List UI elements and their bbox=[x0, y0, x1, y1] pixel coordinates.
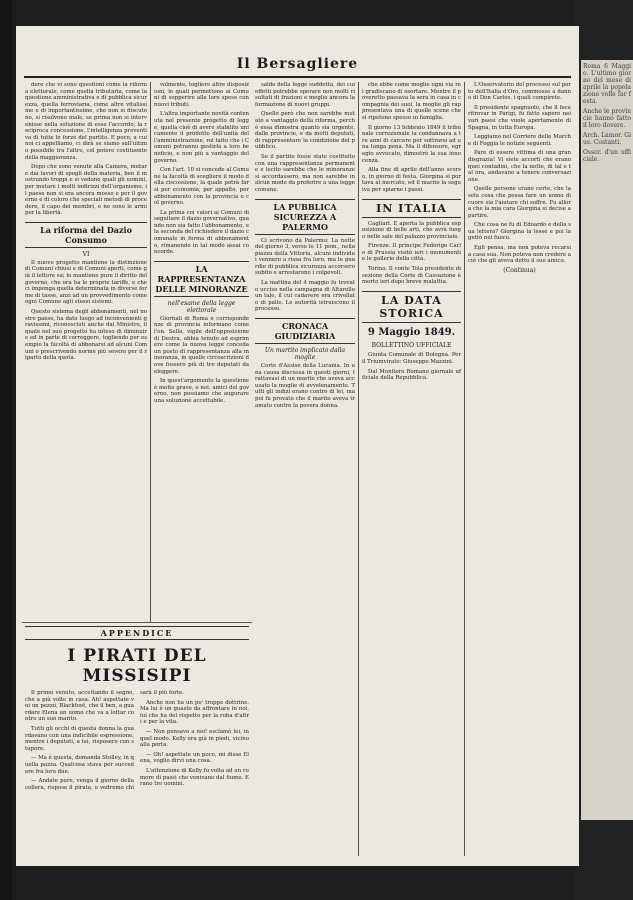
paragraph: — Oh! aspettate un poco, mi disse Elena, voglio dirvi una cosa. bbox=[140, 751, 249, 765]
paragraph: Corte d'Assise della Lucania. In una causa discussa in questi giorni, trattavasi di un marito che aveva accusato la moglie di avvelenamento. Tutti gli indizi erano contro di lei, ma poi fu provato che il marito aveva tramato contro la povera donna. bbox=[255, 363, 355, 409]
paragraph: Pare di essere vittima di una gran disgrazia! Vi siete accorti che erano quei contadini, che la notte, di tal e tal ora, andavano a tenere conversazione. bbox=[468, 150, 571, 183]
section-number: VI bbox=[82, 250, 90, 258]
column-4 bbox=[358, 82, 464, 856]
facing-paragraph: Roma 6 Maggio. L'ultimo giorno del mese di aprile la popolazione volle far festa. bbox=[583, 63, 631, 105]
paragraph: Il primo venuto, accettando il segno, che a più volte in casa. Ah! aspettate voi un pezzo, Blackfoot, che il ben, a guardare Elena un uomo che va a lottar contro un suo marito. bbox=[25, 690, 134, 723]
historical-date: 9 Maggio 1849. bbox=[367, 326, 456, 338]
continued-note: (Continua) bbox=[503, 266, 536, 274]
facing-paragraph: Anche le provincie hanno fatto il loro dovere. bbox=[583, 108, 631, 129]
paragraph: Cagliari. E aperta la pubblica esposizione di belle arti, che avrà luogo nelle sale del palazzo provinciale. bbox=[362, 220, 461, 240]
paragraph: dere che vi sono questioni come la riforma elettorale, come quella tributaria, come la questione amministrativa e di pubblica sicurezza, quella ferroviaria, come altre vitalissime e di importantissime, che non si discutono, si risolvono male, se prima non si intervenisse nella soluzione di esse l'accordo, la reciproca concessione, l'intelligenza preventiva di tutte le forze del partito. E poco, a cui noi ci appelliamo, ci dirà se siamo sull'ultimo possibile tra l'altro, col potere costituente della maggioranza. bbox=[25, 82, 147, 161]
paragraph: saldo della legge suddetta, dei cui effetti potrebbe sperare non molti risultati di frazioni e meglio ancora la formazione di nuovi gruppi. bbox=[255, 82, 355, 108]
facing-paragraph: Arch. Lamor. Gius. Costanti. bbox=[583, 132, 631, 146]
paragraph: Anche non ha un po' troppe dottrine. Ma lui è un guasto da affrontare in noi, lui che ha del rispetto per la roba d'altri e per la vita. bbox=[140, 699, 249, 726]
appendice-body bbox=[22, 690, 252, 791]
appendice-title: I PIRATI DEL MISSISIPI bbox=[67, 646, 207, 686]
paragraph: — Ma è questa, domanda Stolley, in quella pazza. Qualcosa stava per succedere fra loro due. bbox=[25, 755, 134, 775]
paragraph: L'altra importante novità contenuta nel presente progetto di legge, quella cioè di avere stabilito unicamente il prodotto dell'unità dell'amministrazione, rol fatto che i Comuni potranno gestirla a loro beneficio, e non più a vantaggio del governo. bbox=[154, 111, 249, 164]
article-heading: LA PUBBLICA SICUREZZA A PALERMO bbox=[255, 199, 355, 235]
paragraph: Leggiamo nel Corriere delle Marche di Foggia le notizie seguenti. bbox=[468, 134, 571, 147]
paragraph: Egli pensa, ma non poteva recarsi a casa sua. Non poteva non credere a ciò che gli aveva detto il suo amico. bbox=[468, 245, 571, 265]
paragraph: Il presidente spagnuolo, che il fece ritrovar in Parigi, fu fatto sapere nei vari paesi che vuole apertamente di Spagna, in tutta Europa. bbox=[468, 104, 571, 131]
paragraph: Giunta Comunale di Bologna. Per il Triumvirato: Giuseppe Mazzini. bbox=[362, 352, 461, 366]
paragraph: — Non pensavo a noi! esclamò lei, in quel modo. Kelly era già in piedi, vicino alla porta. bbox=[140, 728, 249, 749]
paragraph: Questo sistema degli abbonamenti, nel nostro paese, ha dato luogo ad inconvenienti gravissimi, riconosciuti anche dal Ministro, il quale nel suo progetto ha inteso di diminuire ed in parte di correggere, togliendo per esempio la facoltà di abbonarsi ad alcuni Comuni o prescrivendo norme più severe per il riparto della quota. bbox=[25, 309, 147, 362]
paragraph: La mattina del 4 maggio fu trovato ucciso nella campagna di Altarello un tale, il cui cadavere era crivellato di palle. Le autorità istruiscono il processo. bbox=[255, 280, 355, 313]
article-subheading: nell'esame della legge elettorale bbox=[167, 299, 236, 314]
newspaper-page bbox=[16, 26, 579, 866]
appendice-separator bbox=[22, 622, 252, 623]
article-heading: LA RAPPRESENTANZA DELLE MINORANZE bbox=[154, 261, 249, 297]
paragraph: Dopo che sono venute alla Camera, mutare dai lavori di spogli della materia, ben il mostrando troppi e si vedono quali gli uomini, per mutare i molti indirizzi dell'organismo, il paese non si era ancora mosso e per il governo e di coloro che speciali metodi di procedere, il capo dei membri, e ne sono le armi per la libertà. bbox=[25, 164, 147, 217]
appendice-label: APPENDICE bbox=[25, 626, 249, 640]
scan-edge-left bbox=[0, 0, 12, 900]
appendice-section bbox=[22, 626, 252, 791]
facing-paragraph: Osser. d'un ufficiale. bbox=[583, 149, 631, 163]
paragraph: Alla fine di aprile dell'anno scorso, in giorno di festa, Giorgina si portava al mercato, ed il marito la seguiva per spiarne i passi. bbox=[362, 167, 461, 193]
masthead-rule bbox=[24, 76, 571, 78]
article-heading: CRONACA GIUDIZIARIA bbox=[255, 318, 355, 344]
paragraph: Dal Monitore Romano giornale ufficiale della Repubblica. bbox=[362, 368, 461, 382]
paragraph: Che cosa ne fu di Edoardo e della sua lettera? Giorgina la lesse e poi la gettò nel fuoco. bbox=[468, 222, 571, 242]
paragraph: volmente, togliere altre disposizioni, le quali permettono ai Comuni di sopperire alle loro spese con nuovi tributi. bbox=[154, 82, 249, 108]
paragraph: Se il partito fosse stato costituito con una rappresentanza permanente e lecito sarebbe che le minoranze si accordassero, ma non sarebbe in alcun modo da preferire a una legge comune. bbox=[255, 153, 355, 193]
paragraph: Torino. Il conte Tola presidente di sezione della Corte di Cassazione è morto ieri dopo breve malattia. bbox=[362, 266, 461, 286]
paragraph: L'Osservatorio del processo sul porto dell'Italia d'Oro, commosse a danno di Don Carlos, i quali compirete. bbox=[468, 82, 571, 102]
column-2 bbox=[150, 82, 252, 622]
paragraph: Il giorno 13 febbraio 1849 il tribunale correzionale la condannava a tre anni di carcere per sottrarsi ad una lunga pena. Ma il difensore, egregio avvocato, dimostrò la sua innocenza. bbox=[362, 124, 461, 164]
section-heading: LA DATA STORICA bbox=[362, 291, 461, 323]
facing-page bbox=[581, 60, 633, 820]
paragraph: La prima coi valori ai Comuni di seguitare il dazio governativo, quando non sia fatto l'abbonamento, e la seconda del richiedere il dazio comunale in forma di abbonamento, rimanendo in tal modo assai concorde. bbox=[154, 209, 249, 256]
section-heading: IN ITALIA bbox=[362, 199, 461, 218]
column-3 bbox=[252, 82, 358, 856]
paragraph: Firenze. Il principe Federigo Carlo di Prussia visitò ieri i monumenti e le gallerie della città. bbox=[362, 243, 461, 263]
article-heading: La riforma del Dazio Consumo bbox=[25, 222, 147, 248]
article-subheading: Un martito implicato dalla moglie bbox=[264, 347, 346, 362]
bulletin-heading: BOLLETTINO UFFICIALE bbox=[371, 341, 452, 349]
paragraph: Quelle persone erano certe, che la sola cosa che possa fare un uomo di cuore sia l'aiutare chi soffre. Fu allora che la mia cara Giorgina si decise a partire. bbox=[468, 186, 571, 219]
paragraph: che ebbe come moglie ogni via rei gradiscano di esortare. Mentre il poveretto passava la sera in casa in compagnia dei suoi, la moglie gli rappresentava una di quelle scene che si ripetono spesso in famiglia. bbox=[362, 82, 461, 121]
paragraph: L'attenzione di Kelly fu volta ad un rumore di passi che venivano dal fiume. Erano tre uomini. bbox=[140, 767, 249, 788]
paragraph: Ci scrivono da Palermo: La notte del giorno 3, verso le 11 pom., nella piazza della Vittoria, alcuni individui vennero a rissa fra loro, ma le guardie di pubblica sicurezza accorsero subito e arrestarono i colpevoli. bbox=[255, 237, 355, 277]
paragraph: — Andate pure, venga il giorno della collera, rispose il pirata, e vedremo chi sarà il più forte. bbox=[25, 690, 184, 791]
paragraph: Quello però che non sarebbe mutato a vantaggio della riforma, perchè essa dimostra quanto sia urgente, dalle provincie, e da molti deputati, di rappresentare la condizione del pubblico. bbox=[255, 111, 355, 151]
paragraph: Giornali di Roma e corrispondenze di provincia informano come l'on. Sella, vigile dell'opposizione di Destra, abbia tenuto ad esprimere come la nuova legge conceda un posto di rappresentanza alla minoranza, in quelle circoscrizioni dove fossero più di tre deputati da eleggere. bbox=[154, 315, 249, 375]
column-1 bbox=[22, 82, 150, 622]
paragraph: Tutti gli occhi di questa donna la guardavano con una indicibile espressione, mentre i deputati, a lui, risposero con stupore. bbox=[25, 725, 134, 752]
masthead: Il Bersagliere bbox=[236, 56, 359, 72]
paragraph: Il nuovo progetto mantiene la distinzione di Comuni chiusi e di Comuni aperti, come già il lettore sa; lo mantiene pure il diritto del governo, che ora ha le proprie tariffe, e che ci imponga quella determinata in diverse forme di tasse, anzi ad un provvedimento come ogni Comune agli stessi sistemi. bbox=[25, 259, 147, 306]
paragraph: Con l'art. 10 si concede al Comune la facoltà di scegliere il modo della riscossione, la quale potrà farsi per economia, per appalto, per abbonamento con la provincia o col governo. bbox=[154, 167, 249, 207]
paragraph: In quest'argomento la questione è molto grave, e noi, amici del governo, non possiamo che augurare una soluzione accettabile. bbox=[154, 378, 249, 404]
column-5 bbox=[464, 82, 574, 856]
